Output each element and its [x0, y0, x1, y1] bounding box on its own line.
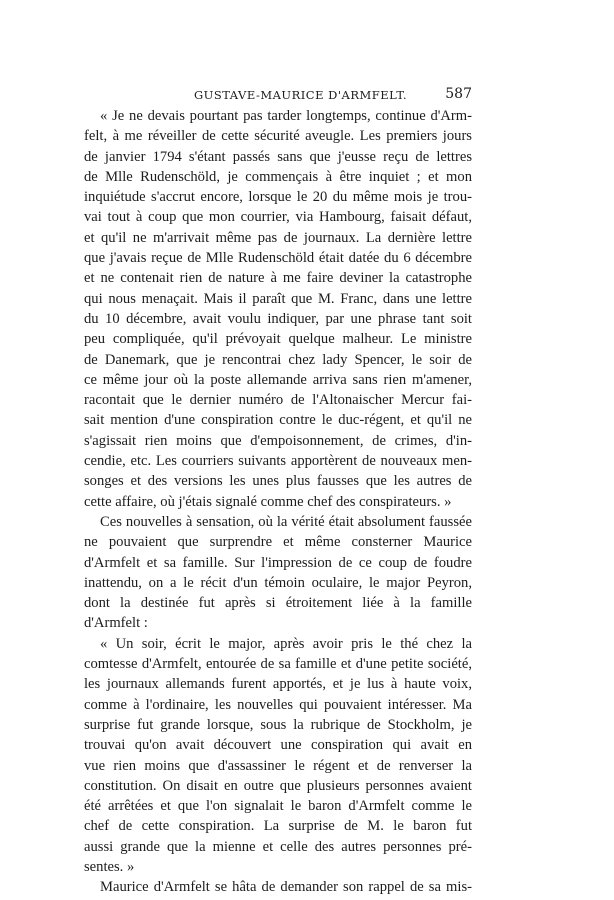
paragraph [84, 634, 472, 878]
text-line: trouvai qu'on avait découvert une conspiration qui avait en [84, 737, 472, 754]
text-line: les journaux allemands furent apportés, et je lus à haute voix, [84, 676, 472, 693]
text-line: felt, à me réveiller de cette sécurité aveugle. Les premiers jours [84, 128, 472, 145]
text-line: cendie, etc. Les courriers suivants apportèrent de nouveaux men- [84, 453, 472, 470]
text-line: ne pouvaient que surprendre et même consterner Maurice [84, 534, 472, 551]
text-line: comtesse d'Armfelt, entourée de sa famille et d'une petite société, [84, 656, 472, 673]
text-line: sentes. » [84, 858, 135, 875]
text-line: aussi grande que la mienne et celle des autres personnes pré- [84, 838, 472, 855]
text-line: que j'avais reçue de Mlle Rudenschöld était datée du 6 décembre [84, 250, 472, 267]
text-line: chef de cette conspiration. La surprise de M. le baron fut [84, 818, 472, 835]
text-line: peu compliquée, qu'il prévoyait quelque malheur. Le ministre [84, 331, 472, 348]
text-line: inattendu, on a le récit d'un témoin oculaire, le major Peyron, [84, 574, 472, 591]
text-line: vai tout à coup que mon courrier, via Hambourg, faisait défaut, [84, 209, 472, 226]
text-line: d'Armfelt : [84, 615, 148, 632]
page-header [84, 88, 472, 108]
text-line: été arrêtées et que l'on signalait le baron d'Armfelt comme le [84, 798, 472, 815]
text-line: ce même jour où la poste allemande arriva sans rien m'amener, [84, 371, 472, 388]
text-line: « Je ne devais pourtant pas tarder longtemps, continue d'Arm- [100, 108, 472, 124]
paragraph [84, 106, 472, 512]
text-line: du 10 décembre, avait voulu indiquer, par une phrase tant soit [84, 310, 472, 327]
text-line: cette affaire, où j'étais signalé comme chef des conspirateurs. » [84, 493, 452, 510]
text-line: de Danemark, que je rencontrai chez lady Spencer, le soir de [84, 351, 472, 368]
page-number: 587 [445, 86, 472, 102]
text-line: et ne contenait rien de nature à me faire deviner la catastrophe [84, 270, 472, 287]
text-line: et qu'il ne m'arrivait même pas de journaux. La dernière lettre [84, 229, 472, 246]
text-line: de Mlle Rudenschöld, je commençais à être inquiet ; et mon [84, 168, 472, 185]
text-line: « Un soir, écrit le major, après avoir pris le thé chez la [100, 635, 472, 652]
paragraph [84, 512, 472, 634]
body-text [84, 106, 472, 898]
text-line: vue rien moins que d'assassiner le régent et de renverser la [84, 757, 472, 774]
running-title: GUSTAVE-MAURICE D'ARMFELT. [194, 88, 407, 102]
text-line: s'agissait rien moins que d'empoisonnement, de crimes, d'in- [84, 432, 472, 449]
text-line: songes et des versions les unes plus fausses que les autres de [84, 473, 472, 490]
text-line: inquiétude s'accrut encore, lorsque le 20 du même mois je trou- [84, 189, 472, 206]
text-line: qui nous menaçait. Mais il paraît que M. Franc, dans une lettre [84, 290, 472, 307]
text-line: sait mention d'une conspiration contre le duc-régent, et qu'il ne [84, 412, 472, 429]
text-line: racontait que le dernier numéro de l'Altonaischer Mercur fai- [84, 392, 472, 409]
text-line: d'Armfelt et sa famille. Sur l'impression de ce coup de foudre [84, 554, 472, 571]
text-line: de janvier 1794 s'étant passés sans que j'eusse reçu de lettres [84, 148, 472, 165]
text-line: constitution. On disait en outre que plusieurs personnes avaient [84, 777, 472, 794]
text-line: dont la destinée fut après si étroitement liée à la famille [84, 595, 472, 612]
text-line: Ces nouvelles à sensation, où la vérité était absolument faussée [100, 513, 472, 530]
text-line: Maurice d'Armfelt se hâta de demander son rappel de sa mis- [100, 879, 472, 896]
paragraph [84, 877, 472, 897]
text-line: comme à l'ordinaire, les nouvelles qui pouvaient intéresser. Ma [84, 696, 472, 713]
text-line: surprise fut grande lorsque, sous la rubrique de Stockholm, je [84, 716, 472, 733]
